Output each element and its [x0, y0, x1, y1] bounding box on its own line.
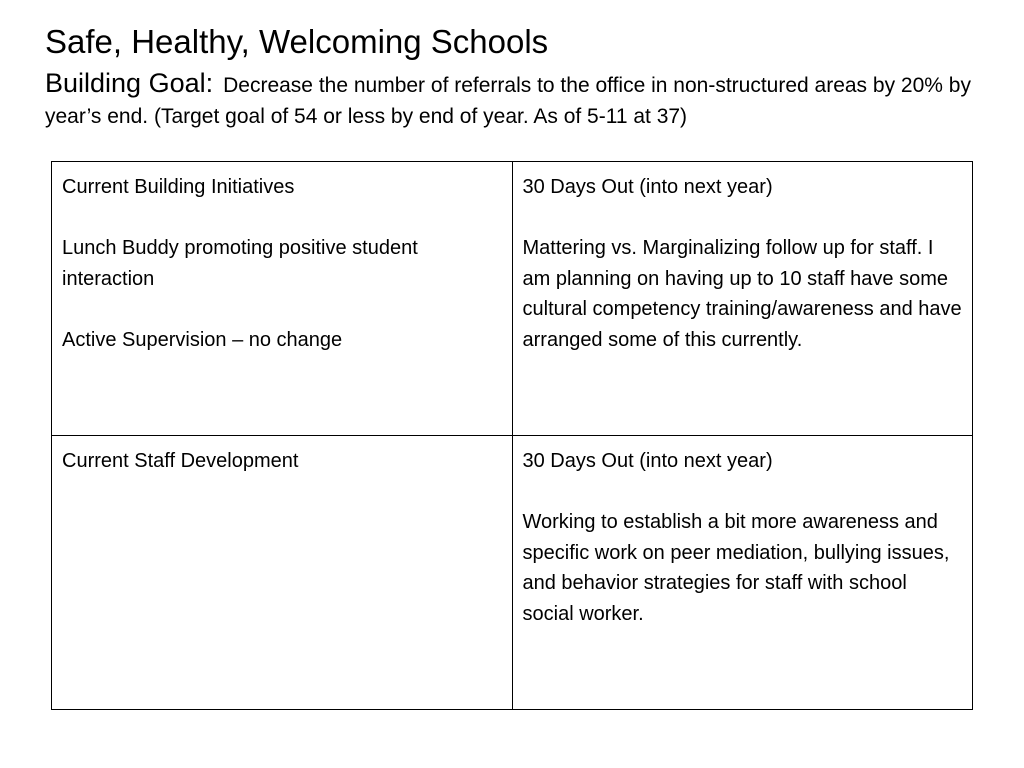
cell-text-peer-mediation: Working to establish a bit more awareness and specific work on peer mediation, bullying issues, and behavior strategies for staff with school social worker. — [522, 511, 950, 625]
table-row-staff-development — [52, 436, 973, 710]
cell-heading: 30 Days Out (into next year) — [522, 176, 773, 198]
slide-title: Safe, Healthy, Welcoming Schools — [45, 23, 549, 60]
table-cell-current-building-initiatives — [52, 162, 513, 436]
building-goal — [45, 68, 995, 132]
cell-heading: Current Staff Development — [62, 450, 299, 472]
building-goal-text: Decrease the number of referrals to the office in non-structured areas by 20% by year’s end. (Target goal of 54 or less by end of year. As of 5-11 at 37) — [45, 74, 971, 128]
cell-text-mattering: Mattering vs. Marginalizing follow up for staff. I am planning on having up to 10 staff have some cultural competency training/awareness and have arranged some of this currently. — [522, 237, 962, 351]
table-row-building-initiatives — [52, 162, 973, 436]
initiatives-table — [51, 161, 973, 710]
cell-text-active-supervision: Active Supervision – no change — [62, 328, 343, 351]
cell-text-lunch-buddy: Lunch Buddy promoting positive student interaction — [62, 237, 418, 290]
cell-heading: 30 Days Out (into next year) — [522, 450, 773, 472]
cell-heading: Current Building Initiatives — [62, 176, 295, 198]
table-cell-30-days-out-initiatives — [512, 162, 973, 436]
building-goal-label: Building Goal: — [45, 68, 214, 98]
table-cell-current-staff-development — [52, 436, 513, 710]
table-cell-30-days-out-staff — [512, 436, 973, 710]
